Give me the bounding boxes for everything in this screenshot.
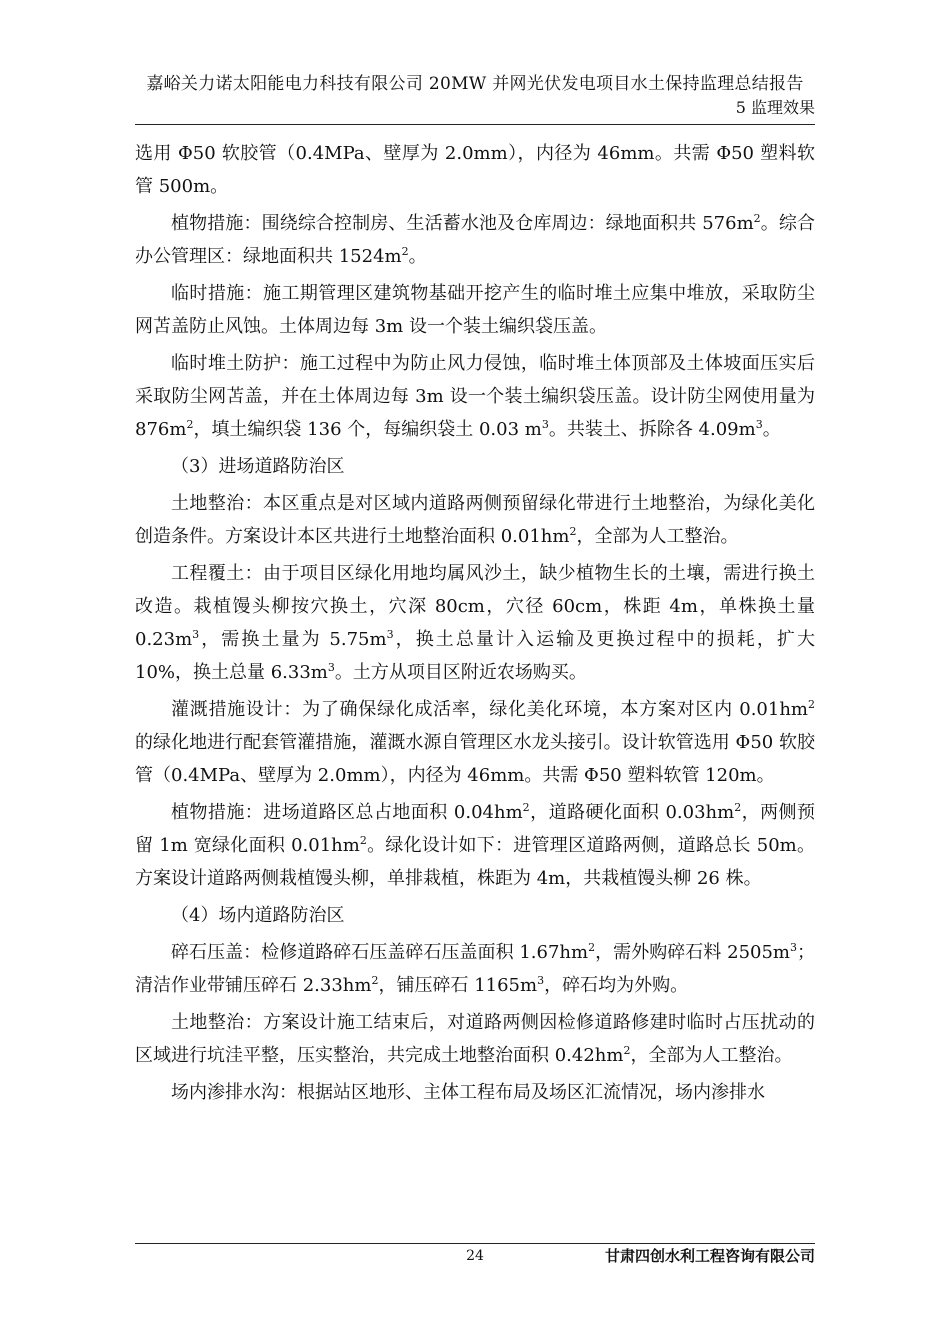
body-paragraph: 场内渗排水沟：根据站区地形、主体工程布局及场区汇流情况，场内渗排水 bbox=[171, 1082, 765, 1103]
body-paragraph: （3）进场道路防治区 bbox=[171, 456, 345, 477]
superscript: 2 bbox=[401, 245, 409, 258]
superscript: 3 bbox=[537, 974, 545, 987]
body-paragraph: 临时措施：施工期管理区建筑物基础开挖产生的临时堆土应集中堆放，采取防尘网苫盖防止风蚀。土体周边每 3m 设一个装土编织袋压盖。 bbox=[135, 283, 815, 337]
body-paragraph: （4）场内道路防治区 bbox=[171, 905, 345, 926]
superscript: 3 bbox=[327, 661, 335, 674]
superscript: 2 bbox=[186, 418, 194, 431]
superscript: 2 bbox=[371, 974, 379, 987]
section-label: 5 监理效果 bbox=[735, 98, 815, 117]
company-name: 甘肃四创水利工程咨询有限公司 bbox=[604, 1247, 815, 1265]
report-title: 嘉峪关力诺太阳能电力科技有限公司 20MW 并网光伏发电项目水土保持监理总结报告 bbox=[146, 74, 804, 94]
superscript: 2 bbox=[808, 698, 815, 711]
page-number: 24 bbox=[466, 1248, 484, 1264]
superscript: 3 bbox=[755, 418, 763, 431]
page-header bbox=[135, 72, 815, 119]
body-paragraph: 土地整治：方案设计施工结束后，对道路两侧因检修道路修建时临时占压扰动的区域进行坑洼平整，压实整治，共完成土地整治面积 $0.42hm^2$，全部为人工整治。 bbox=[135, 1012, 815, 1066]
page-footer bbox=[135, 1245, 815, 1269]
body-paragraph: 临时堆土防护：施工过程中为防止风力侵蚀，临时堆土体顶部及土体坡面压实后采取防尘网苫盖，并在土体周边每 3m 设一个装土编织袋压盖。设计防尘网使用量为 $876m^2$，填土编织袋 136 个，每编织袋土 0.03 $m^3$。共装土、拆除各 $4.09m^3$。 bbox=[135, 353, 815, 440]
document-body bbox=[135, 137, 815, 1109]
superscript: 2 bbox=[569, 525, 577, 538]
footer-rule bbox=[135, 1243, 815, 1244]
superscript: 3 bbox=[790, 941, 797, 954]
superscript: 2 bbox=[753, 212, 761, 225]
body-paragraph: 选用 Φ50 软胶管（0.4MPa、壁厚为 2.0mm），内径为 46mm。共需 Φ50 塑料软管 500m。 bbox=[135, 143, 815, 197]
superscript: 2 bbox=[623, 1044, 631, 1057]
superscript: 3 bbox=[386, 628, 394, 641]
body-paragraph: 植物措施：围绕综合控制房、生活蓄水池及仓库周边：绿地面积共 $576m^2$。综合办公管理区：绿地面积共 $1524m^2$。 bbox=[135, 212, 815, 267]
body-paragraph: 植物措施：进场道路区总占地面积 $0.04hm^2$，道路硬化面积 $0.03hm^2$，两侧预留 1m 宽绿化面积 $0.01hm^2$。绿化设计如下：进管理区道路两侧，道路总长 50m。方案设计道路两侧栽植馒头柳，单排栽植，株距为 4m，共栽植馒头柳 26 株。 bbox=[135, 801, 815, 889]
body-paragraph: 灌溉措施设计：为了确保绿化成活率，绿化美化环境，本方案对区内 $0.01hm^2$ 的绿化地进行配套管灌措施，灌溉水源自管理区水龙头接引。设计软管选用 Φ50 软胶管（0.4MPa、壁厚为 2.0mm），内径为 46mm。共需 Φ50 塑料软管 120m。 bbox=[135, 698, 815, 786]
superscript: 2 bbox=[359, 834, 367, 847]
superscript: 2 bbox=[522, 801, 530, 814]
superscript: 2 bbox=[734, 801, 742, 814]
header-rule bbox=[135, 124, 815, 125]
body-paragraph: 碎石压盖：检修道路碎石压盖碎石压盖面积 $1.67hm^2$，需外购碎石料 $2505m^3$；清洁作业带铺压碎石 $2.33hm^2$，铺压碎石 $1165m^3$，碎石均为外购。 bbox=[135, 941, 815, 996]
superscript: 2 bbox=[588, 941, 596, 954]
superscript: 3 bbox=[541, 418, 549, 431]
superscript: 3 bbox=[192, 628, 200, 641]
body-paragraph: 工程覆土：由于项目区绿化用地均属风沙土，缺少植物生长的土壤，需进行换土改造。栽植馒头柳按穴换土，穴深 80cm，穴径 60cm，株距 4m，单株换土量 $0.23m^3$，需换土量为 $5.75m^3$，换土总量计入运输及更换过程中的损耗，扩大 10%，换土总量 $6.33m^3$。土方从项目区附近农场购买。 bbox=[135, 563, 816, 683]
body-paragraph: 土地整治：本区重点是对区域内道路两侧预留绿化带进行土地整治，为绿化美化创造条件。方案设计本区共进行土地整治面积 $0.01hm^2$，全部为人工整治。 bbox=[135, 493, 815, 547]
